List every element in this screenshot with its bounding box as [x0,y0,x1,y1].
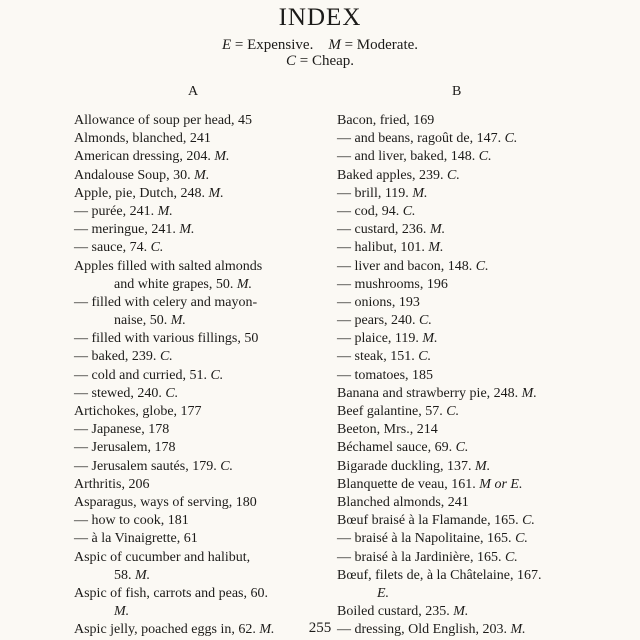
price-legend-line-1 [0,37,640,54]
page-title: INDEX [278,4,362,31]
entry-text: Arthritis, 206 [74,476,150,492]
price-note: M. [208,185,224,201]
entry-text: — cold and curried, 51. [74,367,207,383]
index-entry [337,549,577,567]
index-entry [74,112,320,130]
index-entry [74,458,320,476]
price-note: C. [220,458,234,474]
entry-text: Béchamel sauce, 69. [337,440,453,456]
entry-text: — filled with various fillings, 50 [74,331,259,347]
index-entry [337,167,577,185]
price-note: M. [214,149,230,165]
index-column-b [337,112,577,639]
price-note: M. [510,622,526,638]
index-entry [74,512,320,530]
price-note: C. [165,385,179,401]
price-note: C. [447,167,460,183]
index-entry [337,512,577,530]
entry-text: — liver and bacon, 148. [337,258,473,274]
entry-text: Asparagus, ways of serving, 180 [74,494,257,510]
price-note: C. [419,313,432,329]
index-entry [337,567,577,585]
entry-text: — how to cook, 181 [74,513,189,529]
price-note: M. [521,385,537,401]
entry-text: — plaice, 119. [337,331,419,347]
index-entry [337,421,577,439]
index-entry [337,203,577,221]
entry-text: — braisé à la Jardinière, 165. [337,549,502,565]
index-entry [337,221,577,239]
price-note: M. [475,458,491,474]
price-note: C. [478,149,492,165]
entry-text: — onions, 193 [337,294,420,310]
entry-text: Aspic of cucumber and halibut, [74,549,251,565]
entry-text: — pears, 240. [337,313,416,329]
legend-m-text: = Moderate. [344,37,419,53]
index-entry [74,276,320,294]
entry-text: Artichokes, globe, 177 [74,404,202,419]
index-entry [74,385,320,403]
column-heading-a: A [188,84,199,99]
index-entry [74,294,320,312]
index-entry [337,530,577,548]
price-note: M. [422,331,438,347]
entry-text: Andalouse Soup, 30. [74,167,191,183]
index-entry [74,530,320,548]
entry-text: — braisé à la Napolitaine, 165. [337,531,512,547]
entry-text: — mushrooms, 196 [337,276,448,292]
price-note: C. [475,258,489,274]
index-entry [74,476,320,494]
index-entry [74,148,320,166]
entry-text: — stewed, 240. [74,385,162,401]
entry-text: — cod, 94. [337,203,400,219]
price-note: E. [377,585,390,601]
index-entry [74,348,320,366]
price-note: M. [428,240,444,256]
price-note: M. [170,313,186,329]
index-entry [337,276,577,294]
entry-text: American dressing, 204. [74,149,211,165]
entry-text: Boiled custard, 235. [337,604,450,620]
entry-text: Baked apples, 239. [337,167,444,183]
index-entry [337,439,577,457]
entry-text: Apples filled with salted almonds [74,258,263,274]
price-note: M. [412,185,428,201]
legend-c-text: = Cheap. [299,53,355,69]
entry-text: — steak, 151. [337,349,415,365]
entry-text: — tomatoes, 185 [337,367,434,383]
price-note: M. [236,276,253,292]
entry-text: 58. [114,567,132,583]
index-entry [74,239,320,257]
index-entry [74,603,320,621]
entry-text: — filled with celery and mayon- [74,294,258,310]
index-entry [337,458,577,476]
price-note: C. [446,404,460,419]
price-note: C. [159,349,173,365]
price-note: C. [455,440,469,456]
entry-text: — brill, 119. [337,185,409,201]
index-entry [337,385,577,403]
entry-text: Blanquette de veau, 161. [337,476,476,492]
index-entry [337,130,577,148]
index-column-a [74,112,320,639]
entry-text: Banana and strawberry pie, 248. [337,385,519,401]
entry-text: Bœuf braisé à la Flamande, 165. [337,513,519,529]
index-entry [74,167,320,185]
legend-e-text: = Expensive. [234,37,314,53]
column-heading-b: B [452,84,462,99]
entry-text: — à la Vinaigrette, 61 [74,531,198,547]
price-note: M or E. [479,476,523,492]
index-entry [337,403,577,421]
index-entry [74,312,320,330]
page-number: 255 [308,620,332,636]
price-note: C. [418,349,432,365]
entry-text: — Jerusalem sautés, 179. [74,458,217,474]
entry-text: and white grapes, 50. [114,276,234,292]
entry-text: Apple, pie, Dutch, 248. [74,185,206,201]
price-note: C. [402,203,416,219]
index-entry [74,203,320,221]
price-note: M. [157,203,173,219]
index-entry [74,221,320,239]
legend-e-key: E [221,37,232,53]
index-entry [74,439,320,457]
price-note: C. [515,531,528,547]
entry-text: — baked, 239. [74,349,157,365]
entry-text: — custard, 236. [337,222,427,238]
price-note: M. [135,567,151,583]
index-entry [74,403,320,421]
price-note: M. [453,604,469,620]
index-entry [337,494,577,512]
index-entry [337,239,577,257]
index-entry [337,148,577,166]
entry-text: naise, 50. [114,313,168,329]
entry-text: — halibut, 101. [337,240,425,256]
entry-text: Blanched almonds, 241 [337,494,469,510]
price-note: M. [194,167,210,183]
index-entry [74,130,320,148]
index-entry [337,330,577,348]
entry-text: Aspic of fish, carrots and peas, 60. [74,585,269,601]
entry-text: — sauce, 74. [74,240,148,256]
index-entry [337,348,577,366]
index-entry [337,185,577,203]
entry-text: Bœuf, filets de, à la Châtelaine, 167. [337,567,542,583]
legend-m-key: M [328,37,341,53]
entry-text: — and liver, baked, 148. [337,149,476,165]
entry-text: Beeton, Mrs., 214 [337,422,438,438]
price-note: M. [114,604,130,620]
entry-text: Bigarade duckling, 137. [337,458,472,474]
entry-text: Bacon, fried, 169 [337,113,435,128]
price-note: M. [429,222,446,238]
price-note: M. [259,622,275,638]
price-note: M. [179,222,195,238]
index-entry [74,367,320,385]
index-entry [74,549,320,567]
index-entry [337,585,577,603]
entry-text: Beef galantine, 57. [337,404,443,419]
index-entry [337,312,577,330]
index-entry [74,585,320,603]
price-note: C. [150,240,164,256]
entry-text: Allowance of soup per head, 45 [74,113,253,128]
entry-text: — Japanese, 178 [74,422,170,438]
index-entry [337,603,577,621]
price-note: C. [504,549,518,565]
index-entry [337,258,577,276]
price-note: C. [210,367,224,383]
index-entry [337,294,577,312]
index-entry [337,476,577,494]
index-entry [74,494,320,512]
entry-text: — Jerusalem, 178 [74,440,176,456]
index-entry [74,330,320,348]
index-entry [74,185,320,203]
index-entry [337,367,577,385]
price-note: C. [504,131,518,147]
entry-text: — dressing, Old English, 203. [337,622,507,638]
entry-text: — purée, 241. [74,203,155,219]
legend-c-key: C [285,53,296,69]
entry-text: — and beans, ragoût de, 147. [337,131,502,147]
index-entry [74,567,320,585]
index-entry [74,258,320,276]
index-entry [337,112,577,130]
price-legend-line-2 [0,53,640,70]
index-entry [74,421,320,439]
entry-text: Almonds, blanched, 241 [74,131,211,147]
price-note: C. [522,513,535,529]
entry-text: Aspic jelly, poached eggs in, 62. [74,622,256,638]
entry-text: — meringue, 241. [74,222,176,238]
